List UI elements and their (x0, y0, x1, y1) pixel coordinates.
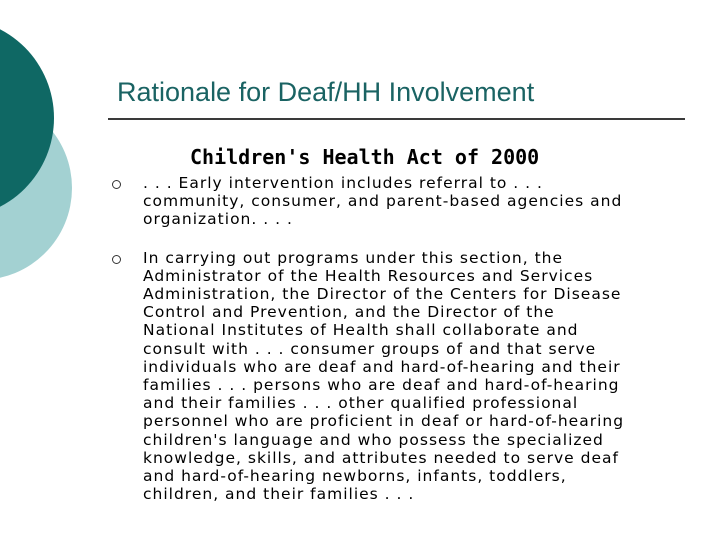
bullet-item (112, 249, 697, 504)
title-divider (108, 118, 685, 120)
bullet-list (112, 174, 697, 523)
bullet-text: . . . Early intervention includes referral to . . . community, consumer, and parent-based agencies and organization. . . . (143, 174, 623, 229)
decorative-circles (0, 0, 110, 300)
slide-subtitle: Children's Health Act of 2000 (190, 145, 540, 169)
slide-title: Rationale for Deaf/HH Involvement (117, 77, 535, 107)
bullet-text: In carrying out programs under this section, the Administrator of the Health Resources and Services Administration, the Director of the Centers for Disease Control and Prevention, and the Director of the National Institutes of Health shall collaborate and consult with . . . consumer groups of and that serve individuals who are deaf and hard-of-hearing and their families . . . persons who are deaf and hard-of-hearing and their families . . . other qualified professional personnel who are proficient in deaf or hard-of-hearing children's language and who possess the specialized knowledge, skills, and attributes needed to serve deaf and hard-of-hearing newborns, infants, toddlers, children, and their families . . . (143, 248, 625, 504)
bullet-item (112, 174, 697, 229)
hollow-circle-bullet-icon (112, 180, 121, 189)
hollow-circle-bullet-icon (112, 255, 121, 264)
